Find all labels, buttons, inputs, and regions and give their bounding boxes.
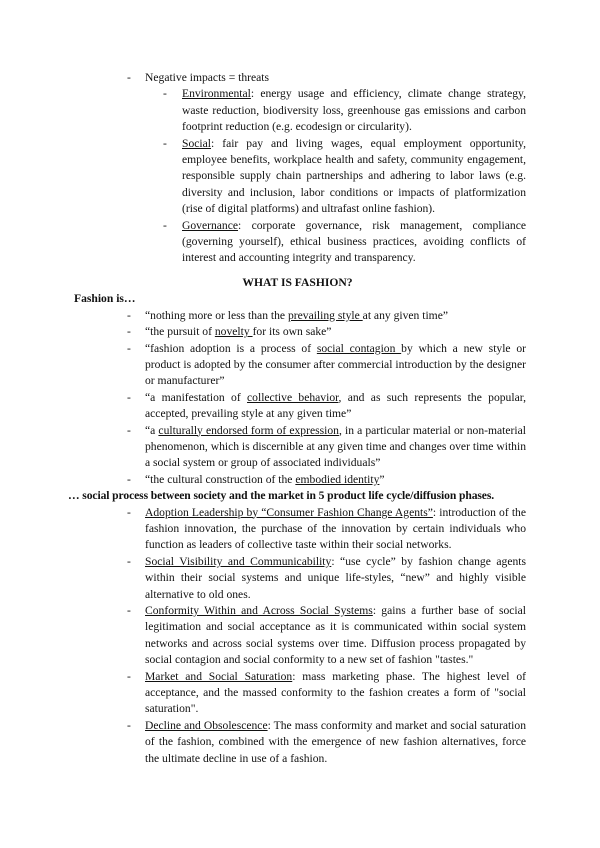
bullet-dash: - xyxy=(127,505,131,519)
term-environmental: Environmental xyxy=(182,87,251,101)
phase-item: - Market and Social Saturation: mass marketing phase. The highest level of acceptance, and the massed conformity to the fashion creates a form of "social saturation". xyxy=(0,669,600,718)
bullet-dash: - xyxy=(163,87,167,101)
term-social: Social xyxy=(182,136,211,150)
definition-item: - “the pursuit of novelty for its own sake” xyxy=(0,324,600,340)
bullet-dash: - xyxy=(127,390,131,404)
definition-item: - “nothing more or less than the prevailing style at any given time” xyxy=(0,308,600,324)
bullet-dash: - xyxy=(127,341,131,355)
definition-item: - “fashion adoption is a process of social contagion by which a new style or product is adopted by the consumer after commercial introduction by the designer or manufacturer” xyxy=(0,341,600,390)
threats-intro: - Negative impacts = threats xyxy=(0,70,600,86)
bullet-dash: - xyxy=(127,325,131,339)
phase-item: - Adoption Leadership by “Consumer Fashion Change Agents”: introduction of the fashion innovation, the purchase of the innovation by certain individuals who function as leaders of collective taste within their social networks. xyxy=(0,505,600,554)
term-governance: Governance xyxy=(182,218,239,232)
threat-social: - Social: fair pay and living wages, equal employment opportunity, employee benefits, workplace health and safety, community engagement, responsible supply chain partnerships and adhering to labor laws (e.g. diversity and inclusion, labor conditions or impacts of platformization (rise of digital platforms) and ultrafast online fashion). xyxy=(0,136,600,218)
threat-environmental: - Environmental: energy usage and efficiency, climate change strategy, waste reduction, biodiversity loss, greenhouse gas emissions and carbon footprint reduction (e.g. ecodesign or circularity). xyxy=(0,86,600,135)
bullet-dash: - xyxy=(127,308,131,322)
section-heading: WHAT IS FASHION? xyxy=(242,275,353,289)
bullet-dash: - xyxy=(127,669,131,683)
bullet-dash: - xyxy=(127,604,131,617)
phase-item: - Social Visibility and Communicability: “use cycle” by fashion change agents within their social systems and unique life-styles, “new” and highly visible alternative to old ones. xyxy=(0,554,600,603)
bullet-dash: - xyxy=(127,423,131,437)
definition-item: - “the cultural construction of the embodied identity” xyxy=(0,472,600,488)
bullet-dash: - xyxy=(127,554,131,568)
phase-item: - Decline and Obsolescence: The mass conformity and market and social saturation of the fashion, combined with the emergence of new fashion alternatives, force the ultimate decline in use of a fashion. xyxy=(0,718,600,767)
threat-governance: - Governance: corporate governance, risk management, compliance (governing yourself), ethical business practices, avoiding conflicts of interest and accounting integrity and transparency. xyxy=(0,218,600,267)
bullet-dash: - xyxy=(163,218,167,232)
phase-item: - Conformity Within and Across Social Systems: gains a further base of social legitimation and social acceptance as it is communicated within social system networks and across social systems over time. Diffusion process propagated by social contagion and social conformity to a new set of fashion "tastes." xyxy=(0,603,600,669)
bullet-dash: - xyxy=(163,136,167,150)
definition-item: - “a manifestation of collective behavior, and as such represents the popular, accepted, prevailing style at any given time” xyxy=(0,390,600,423)
bullet-dash: - xyxy=(127,71,131,84)
process-lead: … social process between society and the market in 5 product life cycle/diffusion phases. xyxy=(68,489,495,503)
bullet-dash: - xyxy=(127,718,131,732)
definition-item: - “a culturally endorsed form of expression, in a particular material or non-material phenomenon, which is discernible at any given time and changes over time within a social system or group of associated individuals” xyxy=(0,423,600,472)
section-lead: Fashion is… xyxy=(74,292,136,306)
bullet-dash: - xyxy=(127,472,131,486)
